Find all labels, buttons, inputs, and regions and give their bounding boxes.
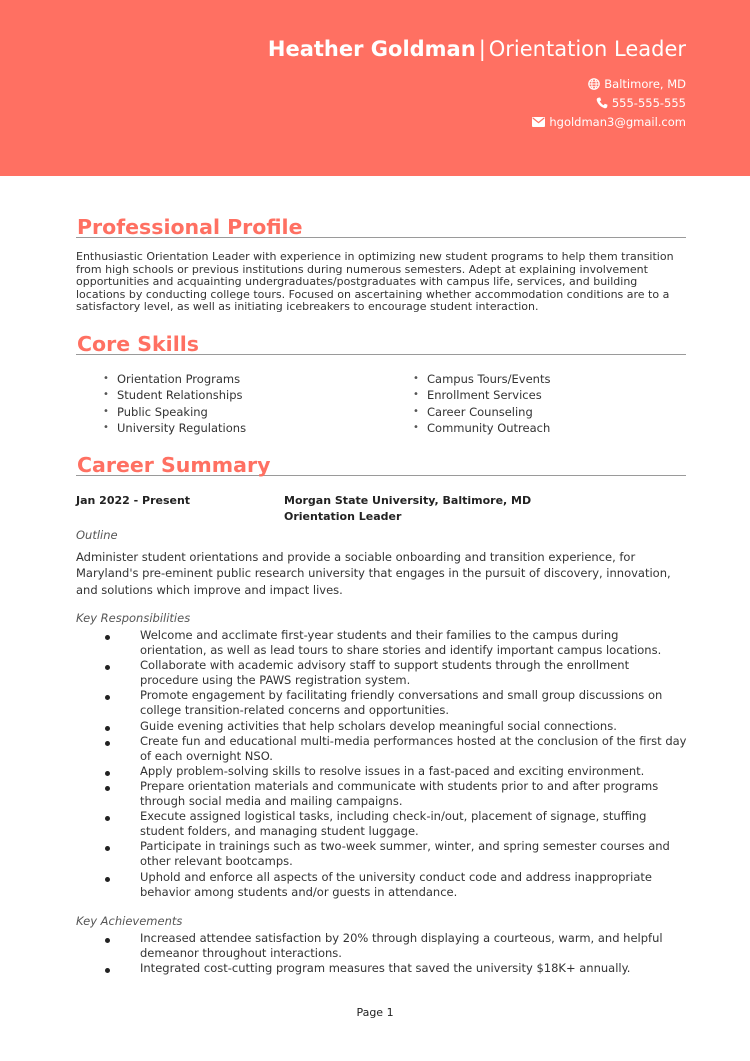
list-item: Welcome and acclimate first-year students and their families to the campus during orientation, as well as lead tours to share stories and identify important campus locations.: [76, 628, 688, 658]
profile-heading-text: Professional Profile: [77, 215, 303, 239]
envelope-icon: [532, 117, 545, 127]
list-item: Guide evening activities that help scholars develop meaningful social connections.: [76, 719, 688, 734]
list-item: Execute assigned logistical tasks, including check-in/out, placement of signage, stuffing student folders, and managing student luggage.: [76, 809, 688, 839]
list-item: Uphold and enforce all aspects of the university conduct code and address inappropriate behavior among students and/or guests in attendance.: [76, 870, 688, 900]
skill-item: • Community Outreach: [413, 420, 550, 436]
resume-header: [0, 0, 750, 176]
list-item: Apply problem-solving skills to resolve issues in a fast-paced and exciting environment.: [76, 764, 688, 779]
skill-item: • Career Counseling: [413, 404, 550, 420]
list-item: Promote engagement by facilitating friendly conversations and small group discussions on college transition-related concerns and opportunities.: [76, 688, 688, 718]
responsibilities-list: [76, 628, 688, 900]
achievements-list: [76, 931, 688, 976]
phone-icon: [596, 97, 608, 109]
list-item: Prepare orientation materials and communicate with students prior to and after programs through social media and mailing campaigns.: [76, 779, 688, 809]
skill-item: • Public Speaking: [103, 404, 246, 420]
contact-location: [588, 76, 686, 92]
list-item: Create fun and educational multi-media performances hosted at the conclusion of the first day of each overnight NSO.: [76, 734, 688, 764]
skill-item: • Student Relationships: [103, 387, 246, 403]
header-title: [268, 35, 686, 63]
achievements-label: Key Achievements: [76, 914, 183, 928]
candidate-role: Orientation Leader: [488, 37, 686, 61]
profile-text: Enthusiastic Orientation Leader with experience in optimizing new student programs to help them transition from high schools or previous institutions during numerous semesters. Adept at explaining involvement opportunities and acquainting undergraduates/postgraduates with campus life, services, and building locations by conducting college tours. Focused on ascertaining whether accommodation conditions are to a satisfactory level, as well as initiating icebreakers to encourage student interaction.: [76, 250, 674, 314]
skills-list-right: [413, 371, 550, 436]
outline-label: Outline: [76, 528, 118, 542]
phone-text: 555-555-555: [611, 96, 686, 110]
career-heading-text: Career Summary: [77, 453, 271, 477]
skills-heading-text: Core Skills: [77, 332, 199, 356]
job-company: Morgan State University, Baltimore, MD: [284, 494, 532, 507]
skill-item: • Campus Tours/Events: [413, 371, 550, 387]
skills-list-left: [103, 371, 246, 436]
job-date: Jan 2022 - Present: [76, 494, 191, 507]
responsibilities-label: Key Responsibilities: [76, 611, 191, 625]
profile-heading: [76, 210, 686, 238]
list-item: Increased attendee satisfaction by 20% through displaying a courteous, warm, and helpful demeanor throughout interactions.: [76, 931, 688, 961]
title-separator: |: [478, 37, 486, 61]
list-item: Integrated cost-cutting program measures that saved the university $18K+ annually.: [76, 961, 688, 976]
job-title: Orientation Leader: [284, 510, 402, 523]
skill-item: • University Regulations: [103, 420, 246, 436]
list-item: Participate in trainings such as two-week summer, winter, and spring semester courses and other relevant bootcamps.: [76, 839, 688, 869]
skill-item: • Orientation Programs: [103, 371, 246, 387]
contact-email: [532, 114, 686, 130]
candidate-name: Heather Goldman: [267, 37, 476, 61]
globe-icon: [588, 78, 600, 90]
skill-item: • Enrollment Services: [413, 387, 550, 403]
contact-phone: [596, 95, 686, 111]
page-number: Page 1: [356, 1006, 394, 1019]
location-text: Baltimore, MD: [604, 77, 686, 91]
skills-heading: [76, 327, 686, 355]
career-heading: [76, 448, 686, 476]
job-outline: Administer student orientations and provide a sociable onboarding and transition experience, for Maryland's pre-eminent public research university that engages in the pursuit of discovery, innovation, and solutions which improve and impact lives.: [76, 550, 671, 597]
list-item: Collaborate with academic advisory staff to support students through the enrollment procedure using the PAWS registration system.: [76, 658, 688, 688]
email-text[interactable]: hgoldman3@gmail.com: [549, 115, 686, 129]
